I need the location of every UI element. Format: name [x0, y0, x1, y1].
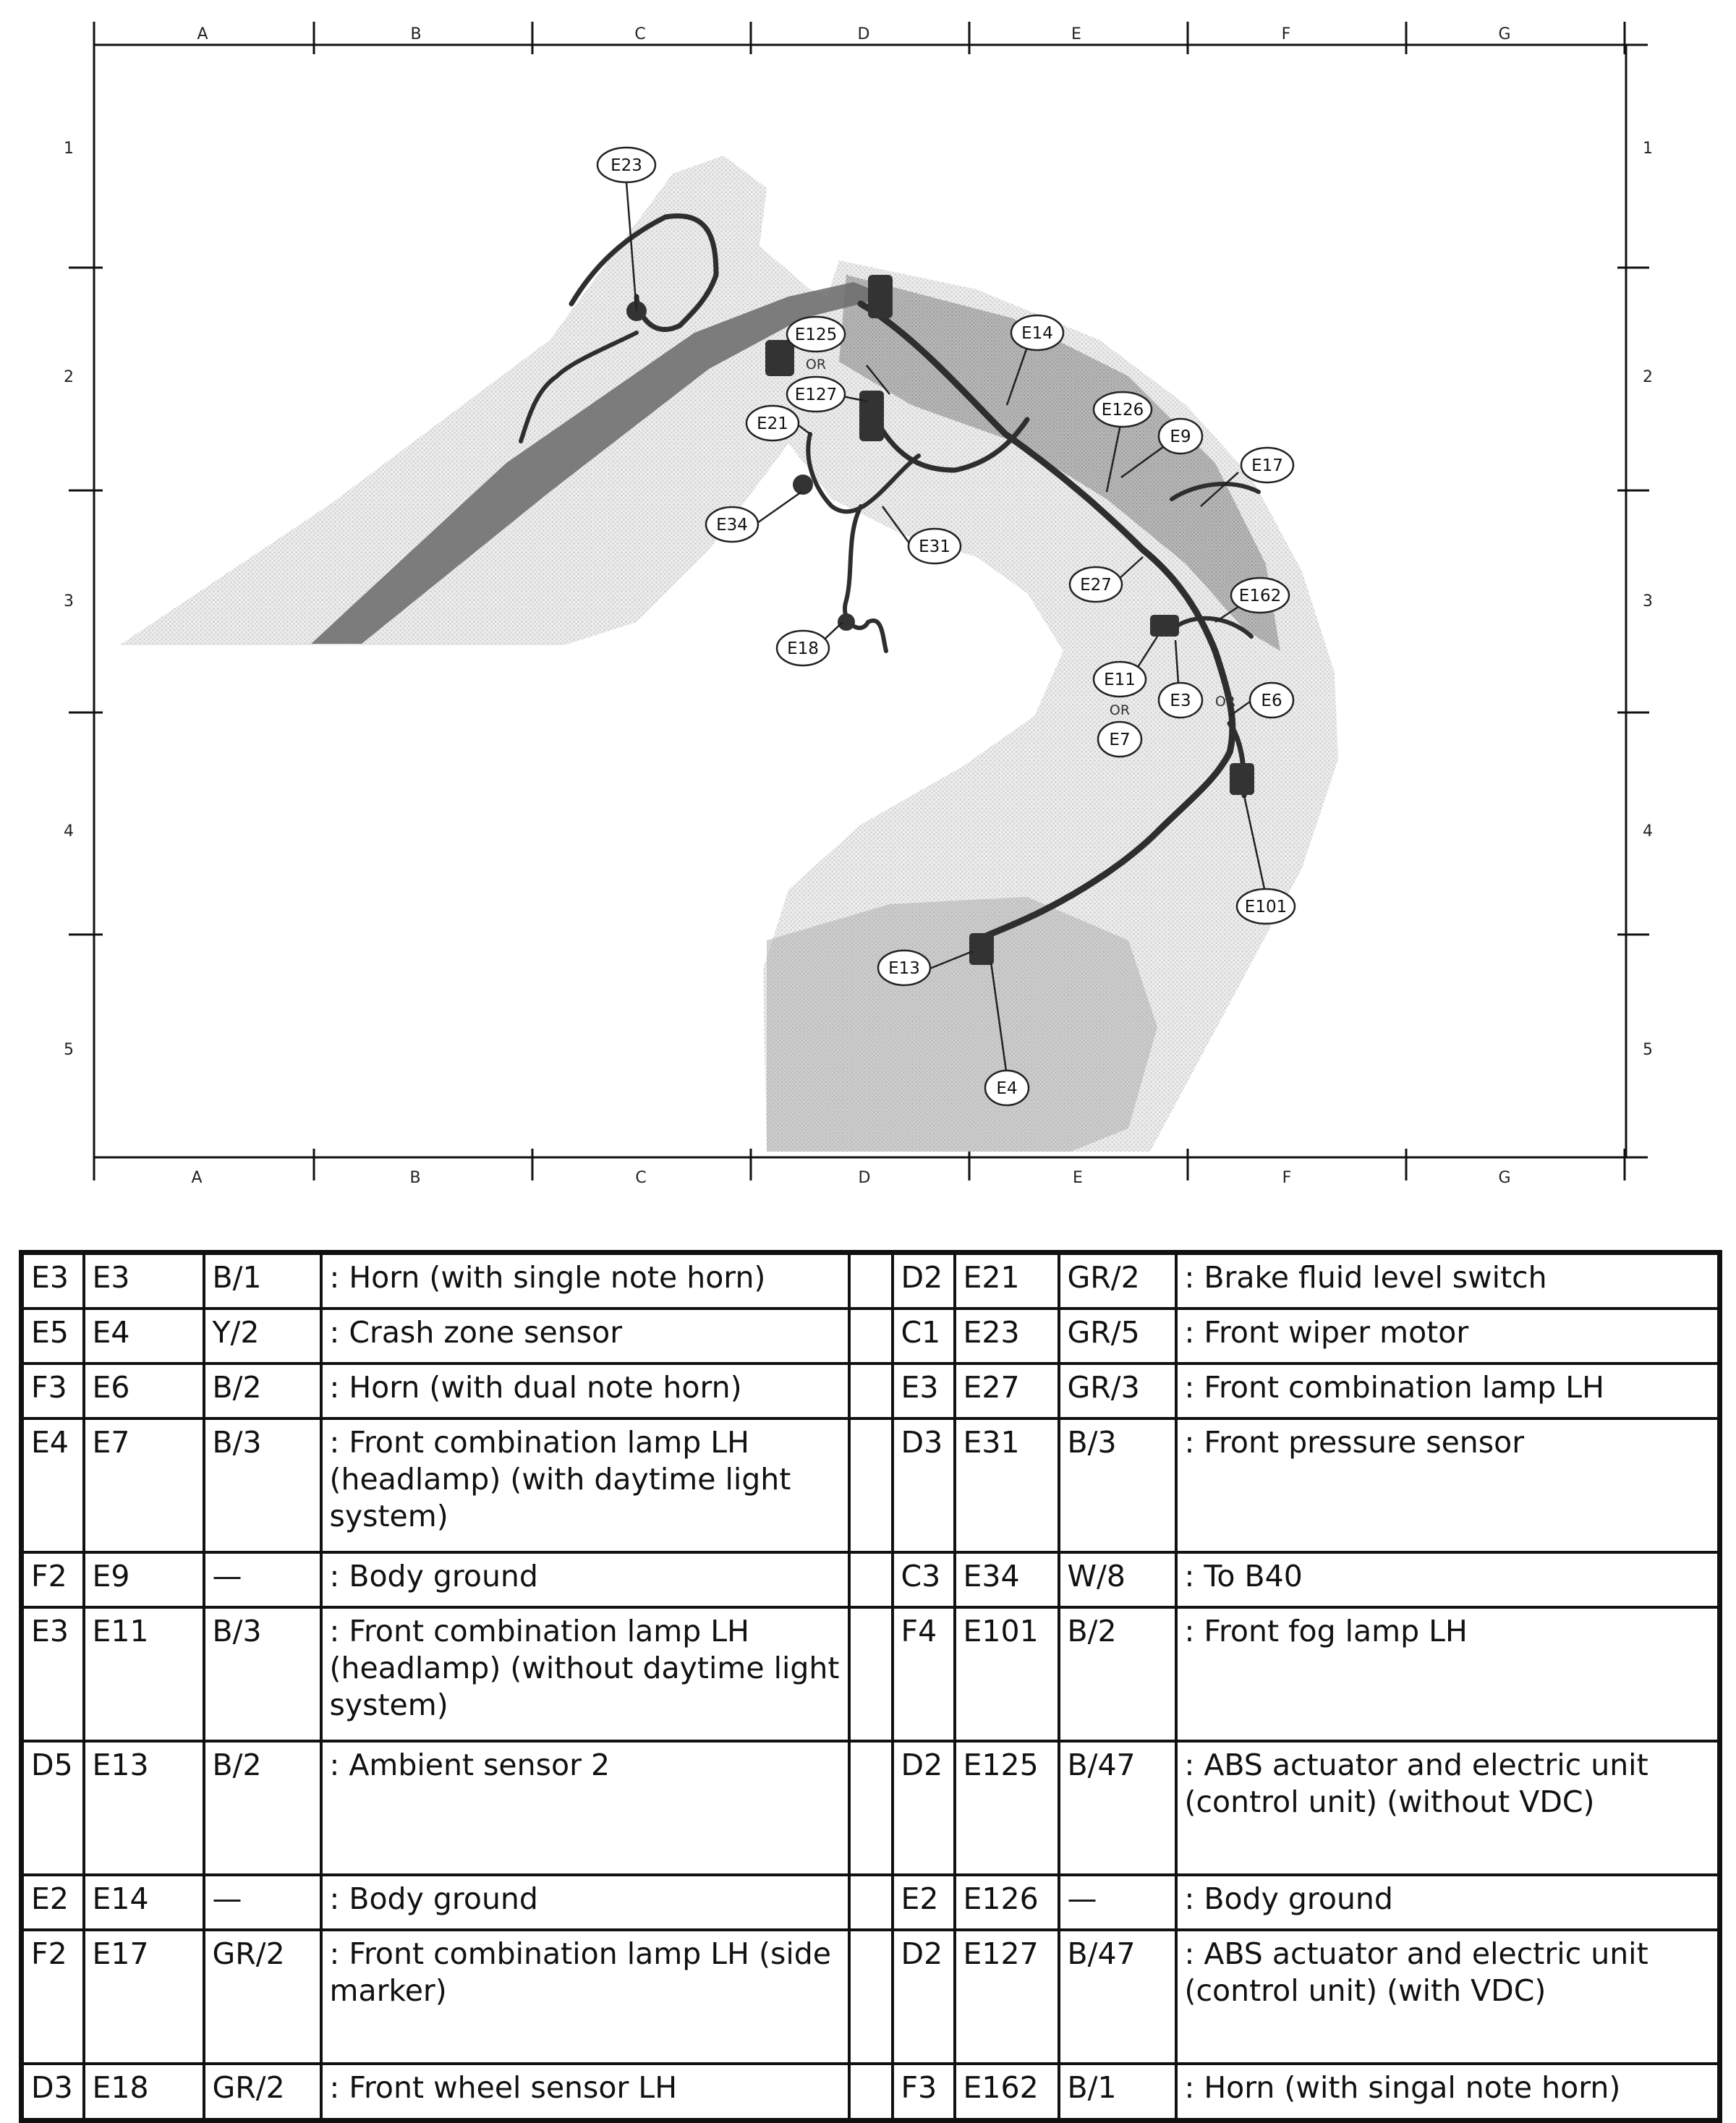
grid-ref-cell: D2 — [893, 1930, 955, 2064]
connector-no-cell: E13 — [84, 1741, 204, 1875]
grid-ref-cell: F3 — [22, 1363, 84, 1418]
callout-label-e126: E126 — [1101, 401, 1144, 420]
grid-column-label: G — [1498, 1169, 1511, 1187]
connector-no-cell: E11 — [84, 1607, 204, 1741]
connector-type-cell: Y/2 — [204, 1309, 321, 1363]
grid-column-labels-bottom — [191, 1169, 1510, 1187]
table-row — [22, 1253, 1720, 1309]
table-row — [22, 1930, 1720, 2064]
callout-label-e27: E27 — [1080, 576, 1112, 595]
grid-column-label: F — [1281, 25, 1291, 43]
grid-column-label: G — [1498, 25, 1511, 43]
connector-no-cell: E21 — [955, 1253, 1059, 1309]
connector-type-cell: GR/3 — [1059, 1363, 1176, 1418]
or-label-e3-e6: OR — [1214, 694, 1236, 710]
table-row — [22, 2064, 1720, 2120]
description-cell: : ABS actuator and electric unit (control unit) (with VDC) — [1176, 1930, 1720, 2064]
grid-ref-cell: E2 — [893, 1875, 955, 1930]
grid-ref-cell: E4 — [22, 1418, 84, 1552]
table-divider-cell — [849, 1875, 893, 1930]
lower-bumper-panel — [767, 897, 1157, 1152]
connector-block — [1230, 763, 1254, 795]
table-divider-cell — [849, 1930, 893, 2064]
table-row — [22, 1875, 1720, 1930]
connector-type-cell: B/1 — [1059, 2064, 1176, 2120]
or-label-e125-e127: OR — [805, 357, 827, 373]
grid-ref-cell: D2 — [893, 1253, 955, 1309]
grid-ref-cell: F2 — [22, 1552, 84, 1607]
callout-label-e31: E31 — [919, 537, 950, 556]
description-cell: : Horn (with single note horn) — [321, 1253, 849, 1309]
table-row — [22, 1418, 1720, 1552]
callout-label-e9: E9 — [1170, 427, 1191, 446]
connector-no-cell: E126 — [955, 1875, 1059, 1930]
connector-type-cell: W/8 — [1059, 1552, 1176, 1607]
connector-type-cell: B/3 — [204, 1607, 321, 1741]
callout-label-e127: E127 — [794, 386, 838, 404]
connector-no-cell: E18 — [84, 2064, 204, 2120]
callout-label-e7: E7 — [1109, 731, 1131, 749]
description-cell: : Horn (with singal note horn) — [1176, 2064, 1720, 2120]
description-cell: : Brake fluid level switch — [1176, 1253, 1720, 1309]
callout-label-e101: E101 — [1244, 898, 1288, 916]
grid-row-label: 2 — [1643, 368, 1653, 386]
connector-no-cell: E31 — [955, 1418, 1059, 1552]
callout-label-e23: E23 — [610, 156, 642, 175]
table-divider-cell — [849, 1741, 893, 1875]
table-row — [22, 1363, 1720, 1418]
callout-label-e11: E11 — [1104, 671, 1136, 689]
connector-no-cell: E17 — [84, 1930, 204, 2064]
grid-ref-cell: E3 — [22, 1607, 84, 1741]
connector-type-cell: B/47 — [1059, 1930, 1176, 2064]
connector-block — [868, 275, 893, 318]
connector-block — [1150, 615, 1179, 637]
connector-type-cell: — — [204, 1875, 321, 1930]
callout-label-e6: E6 — [1261, 692, 1282, 710]
connector-no-cell: E162 — [955, 2064, 1059, 2120]
connector-no-cell: E7 — [84, 1418, 204, 1552]
connector-type-cell: — — [204, 1552, 321, 1607]
grid-ref-cell: C3 — [893, 1552, 955, 1607]
grid-row-label: 4 — [1643, 822, 1653, 841]
connector-block — [838, 613, 855, 631]
grid-row-label: 1 — [1643, 140, 1653, 158]
description-cell: : Crash zone sensor — [321, 1309, 849, 1363]
connector-no-cell: E101 — [955, 1607, 1059, 1741]
connector-type-cell: GR/2 — [204, 1930, 321, 2064]
connector-no-cell: E14 — [84, 1875, 204, 1930]
grid-column-label: D — [858, 1169, 871, 1187]
connector-list-table — [19, 1250, 1722, 2123]
connector-type-cell: B/47 — [1059, 1741, 1176, 1875]
description-cell: : Front combination lamp LH (headlamp) (with daytime light system) — [321, 1418, 849, 1552]
grid-column-label: D — [857, 25, 870, 43]
callout-label-e162: E162 — [1238, 587, 1282, 605]
table-divider-cell — [849, 1363, 893, 1418]
connector-no-cell: E127 — [955, 1930, 1059, 2064]
connector-no-cell: E23 — [955, 1309, 1059, 1363]
connector-type-cell: — — [1059, 1875, 1176, 1930]
grid-column-label: A — [191, 1169, 203, 1187]
grid-row-label: 5 — [64, 1041, 74, 1059]
grid-ref-cell: F4 — [893, 1607, 955, 1741]
grid-column-label: E — [1071, 25, 1081, 43]
connector-type-cell: B/2 — [1059, 1607, 1176, 1741]
vehicle-body-illustration — [119, 156, 1338, 1152]
connector-type-cell: B/1 — [204, 1253, 321, 1309]
grid-row-label: 5 — [1643, 1041, 1653, 1059]
grid-row-label: 4 — [64, 822, 74, 841]
table-row — [22, 1741, 1720, 1875]
callout-label-e18: E18 — [787, 639, 819, 658]
grid-ref-cell: F2 — [22, 1930, 84, 2064]
table-divider-cell — [849, 1552, 893, 1607]
description-cell: : ABS actuator and electric unit (control unit) (without VDC) — [1176, 1741, 1720, 1875]
description-cell: : Front combination lamp LH (headlamp) (without daytime light system) — [321, 1607, 849, 1741]
grid-ref-cell: D2 — [893, 1741, 955, 1875]
connector-no-cell: E34 — [955, 1552, 1059, 1607]
grid-column-label: B — [410, 25, 422, 43]
table-row — [22, 1552, 1720, 1607]
hood-ledge-panel — [119, 156, 890, 645]
or-label-e11-e7: OR — [1109, 702, 1131, 718]
callout-label-e21: E21 — [757, 414, 788, 433]
table-divider-cell — [849, 2064, 893, 2120]
table-row — [22, 1309, 1720, 1363]
grid-row-label: 1 — [64, 140, 74, 158]
description-cell: : Horn (with dual note horn) — [321, 1363, 849, 1418]
description-cell: : Front fog lamp LH — [1176, 1607, 1720, 1741]
callout-label-e34: E34 — [716, 516, 748, 535]
connector-no-cell: E6 — [84, 1363, 204, 1418]
callout-label-e4: E4 — [996, 1079, 1018, 1098]
table-divider-cell — [849, 1607, 893, 1741]
grid-column-label: F — [1282, 1169, 1292, 1187]
callout-label-e125: E125 — [794, 326, 838, 344]
connector-type-cell: B/3 — [204, 1418, 321, 1552]
table-divider-cell — [849, 1418, 893, 1552]
grid-ref-cell: F3 — [893, 2064, 955, 2120]
description-cell: : To B40 — [1176, 1552, 1720, 1607]
grid-row-label: 3 — [64, 592, 74, 610]
grid-column-label: E — [1073, 1169, 1083, 1187]
grid-ref-cell: E3 — [893, 1363, 955, 1418]
connector-no-cell: E125 — [955, 1741, 1059, 1875]
grid-row-labels-right — [1643, 140, 1653, 1059]
grid-column-label: C — [635, 1169, 647, 1187]
connector-type-cell: GR/2 — [1059, 1253, 1176, 1309]
description-cell: : Body ground — [1176, 1875, 1720, 1930]
grid-column-label: B — [409, 1169, 421, 1187]
description-cell: : Front combination lamp LH — [1176, 1363, 1720, 1418]
connector-block — [793, 475, 813, 495]
connector-type-cell: GR/5 — [1059, 1309, 1176, 1363]
callout-label-e13: E13 — [888, 959, 920, 978]
connector-type-cell: B/3 — [1059, 1418, 1176, 1552]
description-cell: : Front wiper motor — [1176, 1309, 1720, 1363]
description-cell: : Body ground — [321, 1552, 849, 1607]
grid-row-labels-left — [64, 140, 74, 1059]
grid-ref-cell: E5 — [22, 1309, 84, 1363]
connector-block — [969, 933, 994, 965]
grid-row-label: 2 — [64, 368, 74, 386]
grid-ref-cell: E2 — [22, 1875, 84, 1930]
connector-block — [859, 391, 884, 441]
grid-ref-cell: D5 — [22, 1741, 84, 1875]
grid-column-labels-top — [197, 25, 1510, 43]
callout-label-e17: E17 — [1251, 456, 1283, 475]
grid-ref-cell: C1 — [893, 1309, 955, 1363]
connector-no-cell: E3 — [84, 1253, 204, 1309]
grid-column-label: C — [634, 25, 646, 43]
table-divider-cell — [849, 1253, 893, 1309]
description-cell: : Ambient sensor 2 — [321, 1741, 849, 1875]
grid-ref-cell: E3 — [22, 1253, 84, 1309]
connector-no-cell: E9 — [84, 1552, 204, 1607]
connector-type-cell: B/2 — [204, 1741, 321, 1875]
grid-ref-cell: D3 — [22, 2064, 84, 2120]
grid-column-label: A — [197, 25, 208, 43]
connector-block — [765, 340, 794, 376]
grid-ref-cell: D3 — [893, 1418, 955, 1552]
connector-type-cell: B/2 — [204, 1363, 321, 1418]
callout-label-e14: E14 — [1021, 324, 1053, 343]
grid-row-label: 3 — [1643, 592, 1653, 610]
description-cell: : Front combination lamp LH (side marker) — [321, 1930, 849, 2064]
connector-no-cell: E27 — [955, 1363, 1059, 1418]
connector-type-cell: GR/2 — [204, 2064, 321, 2120]
connector-no-cell: E4 — [84, 1309, 204, 1363]
callout-label-e3: E3 — [1170, 692, 1191, 710]
description-cell: : Body ground — [321, 1875, 849, 1930]
table-divider-cell — [849, 1309, 893, 1363]
description-cell: : Front pressure sensor — [1176, 1418, 1720, 1552]
table-row — [22, 1607, 1720, 1741]
description-cell: : Front wheel sensor LH — [321, 2064, 849, 2120]
